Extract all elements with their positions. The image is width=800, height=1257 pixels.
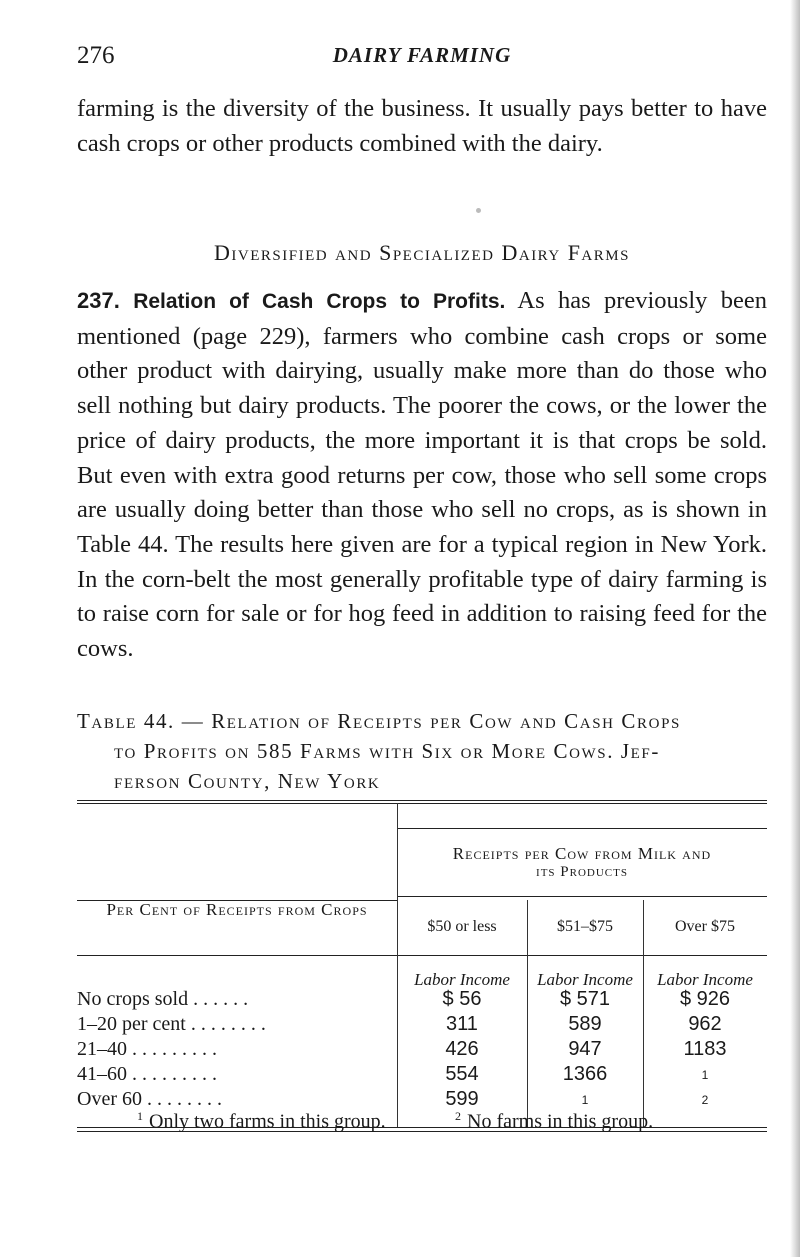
table-cell: 554: [445, 1063, 479, 1085]
table-caption: [77, 706, 767, 796]
table-cell: 947: [568, 1038, 602, 1060]
page-edge-shadow: [790, 0, 800, 1257]
print-speck: [476, 208, 481, 213]
table-cell: 589: [568, 1013, 602, 1035]
unit-label-2: Labor Income: [537, 970, 633, 989]
table-cell: 1366: [562, 1063, 608, 1085]
paragraph-237: [77, 284, 767, 667]
page-number: 276: [77, 42, 115, 69]
row-header: Per Cent of Receipts from Crops: [106, 900, 368, 919]
column-header-rule-left: [77, 955, 397, 956]
paragraph-heading: Relation of Cash Crops to Profits.: [133, 290, 506, 313]
intro-paragraph: farming is the diversity of the business. It usually pays better to have cash crops or other products combined with the dairy.: [77, 95, 767, 157]
row-label: 41–60 . . . . . . . . .: [77, 1063, 217, 1085]
table-cell: 311: [446, 1013, 478, 1035]
column-header-1: $50 or less: [427, 918, 497, 935]
group-header-line-1: Receipts per Cow from Milk and: [452, 844, 712, 863]
group-header-rule: [397, 828, 767, 829]
table-cell: 1183: [683, 1038, 727, 1060]
footnote-1: $^1$ Only two farms in this group.: [137, 1109, 386, 1133]
table-cell: $ 571: [559, 988, 611, 1010]
subheader-rule: [397, 896, 767, 897]
running-header: [77, 42, 767, 72]
row-label: Over 60 . . . . . . . .: [77, 1088, 222, 1110]
caption-line-1: Table 44. — Relation of Receipts per Cow and Cash Crops: [77, 709, 681, 733]
table-top-rule: [77, 800, 767, 801]
row-label: No crops sold . . . . . .: [77, 988, 249, 1010]
group-header-line-2: its Products: [536, 864, 628, 880]
caption-line-3: ferson County, New York: [114, 769, 381, 793]
table-top-rule-2: [77, 803, 767, 804]
row-label: 1–20 per cent . . . . . . . .: [77, 1013, 266, 1035]
table-cell: 599: [445, 1088, 479, 1110]
paragraph-number: 237.: [77, 288, 120, 313]
footnote-reference: 1: [701, 1068, 709, 1082]
unit-label-3: Labor Income: [657, 970, 753, 989]
table-cell: $ 926: [679, 988, 731, 1010]
unit-label-1: Labor Income: [414, 970, 510, 989]
row-label: 21–40 . . . . . . . . .: [77, 1038, 217, 1060]
column-header-3: Over $75: [675, 918, 735, 935]
column-header-2: $51–$75: [557, 918, 613, 935]
footnote-reference: 2: [701, 1093, 709, 1107]
table-cell: 426: [445, 1038, 479, 1060]
data-table: [77, 800, 767, 1110]
footnote-reference: 1: [581, 1093, 589, 1107]
paragraph-text: As has previously been mentioned (page 229), farmers who combine cash crops or some other product with dairying, usually make more than do those who sell nothing but dairy products. The poorer the cows, or the lower the price of dairy products, the more important it is that crops be sold. But even with extra good returns per cow, those who sell some crops are usually doing better than those who sell no crops, as is shown in Table 44. The results here given are for a typical region in New York. In the corn-belt the most generally profitable type of dairy farming is to raise corn for sale or for hog feed in addition to raising feed for the cows.: [77, 287, 768, 663]
column-header-rule: [397, 955, 767, 956]
table-cell: $ 56: [442, 988, 482, 1010]
footnote-2: $^2$ No farms in this group.: [455, 1109, 654, 1133]
table-cell: 962: [688, 1013, 722, 1035]
caption-line-2: to Profits on 585 Farms with Six or More Cows. Jef-: [114, 739, 660, 763]
running-title: DAIRY FARMING: [332, 43, 512, 67]
section-heading: Diversified and Specialized Dairy Farms: [214, 240, 630, 265]
